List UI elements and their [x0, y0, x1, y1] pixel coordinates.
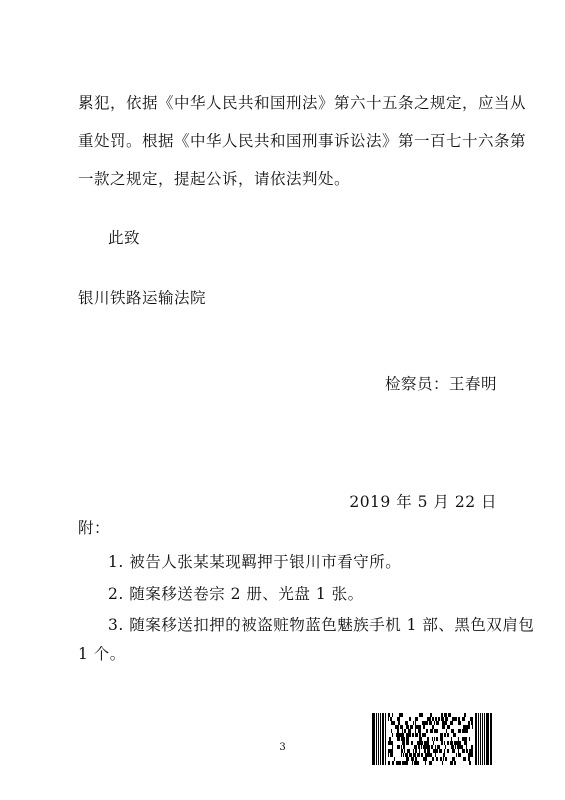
attachment-item: 2. 随案移送卷宗 2 册、光盘 1 张。 — [108, 585, 364, 603]
paragraph-line: 重处罚。根据《中华人民共和国刑事诉讼法》第一百七十六条第 — [78, 132, 527, 150]
attachment-item-continued: 1 个。 — [78, 645, 126, 663]
page-number: 3 — [279, 742, 286, 753]
paragraph-line: 累犯，依据《中华人民共和国刑法》第六十五条之规定，应当从 — [78, 94, 527, 112]
barcode-icon — [372, 713, 492, 765]
attachment-item: 3. 随案移送扣押的被盗赃物蓝色魅族手机 1 部、黑色双肩包 — [108, 616, 535, 634]
salutation: 此致 — [108, 229, 141, 247]
attachment-item: 1. 被告人张某某现羁押于银川市看守所。 — [108, 553, 402, 571]
paragraph-line: 一款之规定，提起公诉，请依法判处。 — [78, 170, 351, 188]
recipient-court: 银川铁路运输法院 — [78, 289, 207, 307]
document-date: 2019 年 5 月 22 日 — [349, 493, 497, 511]
attachments-heading: 附： — [78, 519, 111, 537]
indictment-paragraph — [78, 93, 527, 207]
prosecutor-signature: 检察员：王春明 — [384, 375, 497, 393]
